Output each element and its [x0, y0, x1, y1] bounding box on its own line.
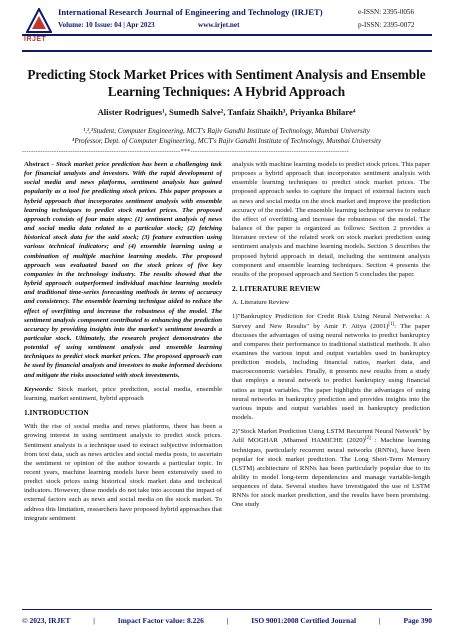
intro-paragraph: With the rise of social media and news platforms, there has been a growing interest in using sentiment analysis to predict stock prices. Sentiment analysis is a technique used to extract subjective information from text data, such as news articles and social media posts, to ascertain the sentiment or opinion of the author towards a particular topic. In recent years, machine learning models have been extensively used to predict stock prices using historical stock market data and technical indicators. However, these models do not take into account the impact of external factors such as news and social media on the stock market. To address this limitation, researchers have proposed hybrid approaches that integrate sentiment	[24, 423, 222, 522]
journal-name: International Research Journal of Engineering and Technology (IRJET)	[58, 7, 323, 17]
reference-1-text: : The paper discusses the advantages of using neural networks to predict bankruptcy and compares their performance to traditional statistical methods. It also examines the various input and output variables used in bankruptcy prediction models, including financial ratios, market data, and macroeconomic variables. Finally, it presents new results from a study that employs a neural network to predict bankruptcy using financial ratios as input variables. The paper highlights the advantages of using neural networks in bankruptcy prediction and provides insights into the various inputs and output variables used in bankruptcy prediction models.	[232, 322, 430, 422]
header-rule-top	[22, 34, 432, 36]
keywords	[24, 385, 222, 403]
footer-page-number: Page 390	[403, 616, 432, 625]
reference-1	[232, 312, 430, 422]
paper-title: Predicting Stock Market Prices with Sentiment Analysis and Ensemble Learning Techniques: A Hybrid Approach	[27, 67, 426, 99]
paper-authors: Alister Rodrigues¹, Sumedh Salve², Tanfaiz Shaikh³, Priyanka Bhilare⁴	[97, 107, 356, 117]
abstract-text: Stock market price prediction has been a challenging task for financial analysts and investors. With the rapid development of social media and news platforms, sentiment analysis has gained popularity as a tool for predicting stock prices. This paper proposes a hybrid approach that incorporates sentiment analysis with ensemble learning techniques to predict stock market prices. The proposed approach consists of four main steps: (1) sentiment analysis of news and social media data related to a particular stock; (2) fetching historical stock data for the said stock; (3) feature extraction using various technical indicators; and (4) ensemble learning using a combination of multiple machine learning models. The proposed approach was evaluated based on the stock prices of five key companies in the technology industry. The results showed that the hybrid approach outperformed individual machine learning models and traditional time-series forecasting methods in terms of accuracy and consistency. The ensemble learning technique aided to reduce the effect of overfitting and increase the robustness of the model. The sentiment analysis component contributed to enhancing the prediction accuracy by providing insights into the market's sentiment towards a particular stock. Ultimately, the research project demonstrates the potential of using sentiment analysis and ensemble learning techniques to predict stock market prices. The proposed approach can be used by financial analysts and investors to make informed decisions and mitigate the risks associated with stock investments.	[24, 161, 222, 379]
right-column	[232, 160, 430, 600]
keywords-label: Keywords:	[24, 385, 54, 393]
p-issn: p-ISSN: 2395-0072	[358, 21, 415, 29]
reference-2-title: 2)"Stock Market Prediction Using LSTM Recurrent Neural Network" by Adil MOGHAR ,Mhamed HAMICHE (2020)	[232, 428, 430, 445]
intro-heading: 1.INTRODUCTION	[24, 408, 89, 418]
abstract-label: Abstract -	[24, 161, 57, 168]
e-issn: e-ISSN: 2395-0056	[358, 8, 415, 16]
footer-impact-factor: Impact Factor value: 8.226	[117, 616, 204, 625]
journal-header	[0, 0, 453, 56]
reference-2-text: : Machine learning techniques, particularly recurrent neural networks (RNNs), have been popular for stock market prediction. The Long Short-Term Memory (LSTM) architecture of RNNs has been particularly popular due to its ability to model long-term dependencies and manage variable-length sequences of data. Several studies have investigated the use of LSTM RNNs for stock market prediction, and the results have been promising. One study	[232, 437, 430, 509]
header-rule-bottom	[22, 50, 432, 52]
reference-2	[232, 427, 430, 509]
intro-continued-paragraph: analysis with machine learning models to predict stock prices. This paper proposes a hybrid approach that incorporates sentiment analysis with ensemble learning techniques to predict stock market prices. The proposed approach seeks to capture the impact of external factors such as news and social media on the stock market and improve the prediction accuracy of the model. The ensemble learning technique serves to reduce the effect of overfitting and increase the robustness of the model. The balance of the paper is organized as follows: Section 2 provides a literature review of the related work on stock market prediction using sentiment analysis and machine learning models. Section 3 describes the proposed hybrid approach in detail, including the sentiment analysis component and ensemble learning techniques. Section 4 presents the results of the proposed approach and Section 5 concludes the paper.	[232, 161, 430, 278]
affiliation-students: ¹,²,³Student, Computer Engineering, MCT's Rajiv Gandhi Institute of Technology, Mumbai University	[83, 127, 370, 135]
literature-review-heading: 2. LITERATURE REVIEW	[232, 284, 321, 294]
footer-separator: |	[226, 616, 229, 625]
affiliation-professor: ⁴Professor, Dept. of Computer Engineering, MCT's Rajiv Gandhi Institute of Technology, Mumbai University	[71, 137, 382, 145]
citation-2[interactable]: [2]	[364, 436, 371, 442]
literature-review-subheading: A. Literature Review	[232, 299, 290, 307]
footer-iso: ISO 9001:2008 Certified Journal	[251, 616, 357, 625]
irjet-logo-icon	[26, 8, 52, 34]
footer-separator: |	[378, 616, 381, 625]
logo-text: IRJET	[24, 36, 47, 43]
volume-issue: Volume: 10 Issue: 04 | Apr 2023	[58, 21, 155, 29]
citation-1[interactable]: [1]	[388, 321, 395, 327]
footer-copyright: © 2023, IRJET	[22, 616, 71, 625]
footer-separator: |	[93, 616, 95, 625]
left-column	[24, 160, 222, 600]
abstract	[24, 160, 222, 380]
section-separator: ---------------------------------------------------------------------***---------------------------------------------------------------------	[22, 149, 350, 155]
author-affiliations	[20, 126, 433, 146]
page-footer	[22, 616, 432, 625]
keywords-text: Stock market, price prediction, social media, ensemble learning, market sentiment, hybrid approach	[24, 385, 222, 402]
reference-1-title: 1)"Bankruptcy Prediction for Credit Risk Using Neural Networks: A Survey and New Results" by Amir F. Atiya (2001)	[232, 313, 430, 330]
journal-website[interactable]: www.irjet.net	[198, 21, 240, 29]
footer-rule	[22, 609, 432, 610]
